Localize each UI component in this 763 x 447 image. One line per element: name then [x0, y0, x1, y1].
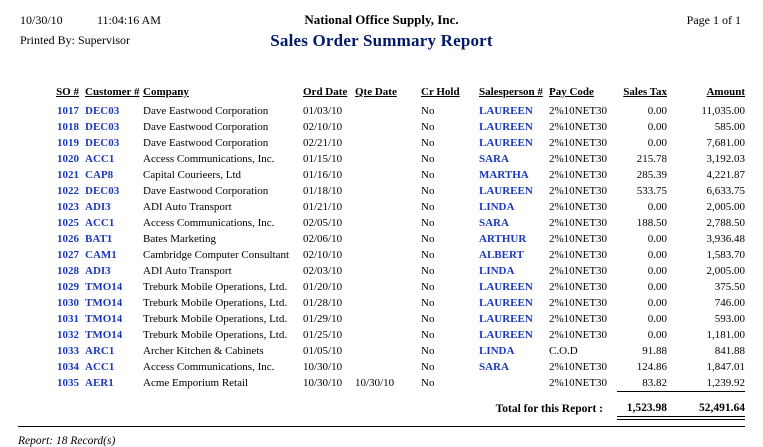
cell-customer: TMO14 — [85, 297, 123, 309]
column-header-so: SO # — [56, 86, 79, 98]
cell-sales-tax: 0.00 — [647, 297, 667, 309]
table-row — [45, 103, 745, 119]
cell-amount: 6,633.75 — [706, 185, 745, 197]
cell-customer: AER1 — [85, 377, 114, 390]
cell-amount: 2,005.00 — [706, 265, 745, 277]
cell-amount: 1,583.70 — [706, 249, 745, 261]
cell-sales-tax: 215.78 — [636, 153, 667, 165]
cell-qte-date — [355, 231, 421, 247]
cell-salesperson: LAUREEN — [479, 121, 533, 133]
cell-customer: ACC1 — [85, 217, 115, 229]
cell-company: ADI Auto Transport — [143, 201, 232, 213]
cell-salesperson — [479, 375, 549, 392]
cell-so: 1017 — [57, 105, 79, 117]
cell-ord-date: 02/03/10 — [303, 265, 343, 277]
cell-cr-hold: No — [421, 121, 435, 133]
cell-ord-date: 02/10/10 — [303, 121, 343, 133]
cell-so: 1027 — [57, 249, 79, 261]
cell-customer: CAP8 — [85, 169, 114, 181]
cell-sales-tax: 285.39 — [636, 169, 667, 181]
table-row — [45, 343, 745, 359]
cell-salesperson: MARTHA — [479, 169, 529, 181]
cell-ord-date: 10/30/10 — [303, 377, 343, 390]
total-amount: 52,491.64 — [667, 392, 745, 419]
report-totals — [45, 392, 745, 419]
cell-so: 1032 — [57, 329, 79, 341]
cell-salesperson: LAUREEN — [479, 185, 533, 197]
cell-company: ADI Auto Transport — [143, 265, 232, 277]
cell-sales-tax: 0.00 — [647, 249, 667, 261]
cell-cr-hold: No — [421, 201, 435, 213]
cell-so: 1023 — [57, 201, 79, 213]
cell-so: 1026 — [57, 233, 79, 245]
cell-cr-hold: No — [421, 169, 435, 181]
cell-pay-code: 2%10NET30 — [549, 185, 608, 197]
cell-amount: 2,005.00 — [706, 201, 745, 213]
cell-amount: 3,936.48 — [706, 233, 745, 245]
cell-cr-hold: No — [421, 281, 435, 293]
cell-salesperson: SARA — [479, 361, 509, 373]
cell-qte-date — [355, 167, 421, 183]
cell-qte-date — [355, 327, 421, 343]
cell-salesperson: LAUREEN — [479, 281, 533, 293]
table-row — [45, 215, 745, 231]
cell-amount: 3,192.03 — [706, 153, 745, 165]
cell-company: Capital Courieers, Ltd — [143, 169, 242, 181]
cell-qte-date — [355, 343, 421, 359]
table-row — [45, 327, 745, 343]
cell-salesperson: ARTHUR — [479, 233, 527, 245]
cell-pay-code: 2%10NET30 — [549, 297, 608, 309]
cell-so: 1030 — [57, 297, 79, 309]
cell-company: Treburk Mobile Operations, Ltd. — [143, 329, 288, 341]
cell-pay-code: 2%10NET30 — [549, 105, 608, 117]
table-row — [45, 359, 745, 375]
table-row — [45, 247, 745, 263]
column-header-ord-date: Ord Date — [303, 86, 348, 98]
cell-amount: 1,847.01 — [706, 361, 745, 373]
totals-label: Total for this Report : — [495, 402, 603, 415]
table-row — [45, 151, 745, 167]
table-row — [45, 279, 745, 295]
cell-sales-tax: 0.00 — [647, 313, 667, 325]
company-name: National Office Supply, Inc. — [304, 12, 459, 27]
cell-pay-code: 2%10NET30 — [549, 217, 608, 229]
cell-pay-code: 2%10NET30 — [549, 153, 608, 165]
cell-ord-date: 02/05/10 — [303, 217, 343, 229]
cell-salesperson: LAUREEN — [479, 329, 533, 341]
cell-so: 1035 — [57, 377, 79, 390]
cell-cr-hold: No — [421, 313, 435, 325]
cell-customer: ADI3 — [85, 201, 111, 213]
cell-company: Dave Eastwood Corporation — [143, 121, 269, 133]
table-row — [45, 199, 745, 215]
cell-amount: 1,239.92 — [706, 377, 745, 389]
column-header-customer: Customer # — [85, 86, 140, 98]
total-sales-tax: 1,523.98 — [617, 392, 667, 419]
cell-ord-date: 01/05/10 — [303, 345, 343, 357]
column-header-pay-code: Pay Code — [549, 86, 594, 98]
column-header-qte-date: Qte Date — [355, 86, 397, 98]
cell-qte-date — [355, 311, 421, 327]
report-title: Sales Order Summary Report — [270, 31, 493, 50]
cell-cr-hold: No — [421, 137, 435, 149]
cell-qte-date — [355, 151, 421, 167]
cell-pay-code: 2%10NET30 — [549, 249, 608, 261]
cell-sales-tax: 0.00 — [647, 265, 667, 277]
table-header — [45, 86, 745, 103]
cell-salesperson: SARA — [479, 153, 509, 165]
cell-amount: 593.00 — [714, 313, 745, 325]
cell-cr-hold: No — [421, 249, 435, 261]
cell-amount: 4,221.87 — [706, 169, 745, 181]
column-header-company: Company — [143, 86, 189, 98]
cell-amount: 375.50 — [714, 281, 745, 293]
cell-sales-tax: 91.88 — [642, 345, 667, 357]
table-row — [45, 167, 745, 183]
cell-ord-date: 01/03/10 — [303, 105, 343, 117]
cell-sales-tax: 533.75 — [636, 185, 667, 197]
cell-company: Access Communications, Inc. — [143, 361, 275, 373]
cell-sales-tax: 188.50 — [636, 217, 667, 229]
cell-pay-code: 2%10NET30 — [549, 233, 608, 245]
cell-company: Acme Emporium Retail — [143, 377, 249, 390]
cell-ord-date: 01/28/10 — [303, 297, 343, 309]
cell-sales-tax: 0.00 — [647, 137, 667, 149]
cell-qte-date — [355, 295, 421, 311]
cell-cr-hold: No — [421, 233, 435, 245]
cell-company: Dave Eastwood Corporation — [143, 105, 269, 117]
cell-qte-date — [355, 103, 421, 119]
cell-customer: ACC1 — [85, 153, 115, 165]
cell-pay-code: 2%10NET30 — [549, 265, 608, 277]
cell-sales-tax: 83.82 — [642, 377, 667, 389]
cell-cr-hold: No — [421, 297, 435, 309]
cell-sales-tax: 0.00 — [647, 105, 667, 117]
cell-amount: 585.00 — [714, 121, 745, 133]
cell-pay-code: 2%10NET30 — [549, 329, 608, 341]
cell-customer: DEC03 — [85, 137, 120, 149]
sales-order-table — [45, 86, 745, 420]
cell-customer: TMO14 — [85, 313, 123, 325]
cell-ord-date: 01/20/10 — [303, 281, 343, 293]
cell-amount: 746.00 — [714, 297, 745, 309]
cell-customer: TMO14 — [85, 281, 123, 293]
cell-company: Treburk Mobile Operations, Ltd. — [143, 281, 288, 293]
cell-amount: 841.88 — [714, 345, 745, 357]
column-header-salesperson: Salesperson # — [479, 86, 543, 98]
cell-salesperson: ALBERT — [479, 249, 524, 261]
cell-amount: 2,788.50 — [706, 217, 745, 229]
print-date: 10/30/10 — [20, 13, 63, 27]
cell-company: Treburk Mobile Operations, Ltd. — [143, 313, 288, 325]
cell-company: Cambridge Computer Consultant — [143, 249, 290, 261]
cell-sales-tax: 0.00 — [647, 233, 667, 245]
column-header-cr-hold: Cr Hold — [421, 86, 460, 98]
print-time: 11:04:16 AM — [97, 13, 161, 27]
record-count: Report: 18 Record(s) — [18, 435, 116, 447]
cell-cr-hold: No — [421, 217, 435, 229]
cell-so: 1034 — [57, 361, 79, 373]
cell-qte-date — [355, 135, 421, 151]
cell-company: Access Communications, Inc. — [143, 217, 275, 229]
cell-pay-code: 2%10NET30 — [549, 377, 608, 390]
cell-customer: ACC1 — [85, 361, 115, 373]
cell-qte-date — [355, 119, 421, 135]
cell-so: 1021 — [57, 169, 79, 181]
cell-ord-date: 02/06/10 — [303, 233, 343, 245]
cell-ord-date: 02/21/10 — [303, 137, 343, 149]
cell-so: 1033 — [57, 345, 79, 357]
cell-cr-hold: No — [421, 185, 435, 197]
cell-qte-date — [355, 359, 421, 375]
cell-so: 1022 — [57, 185, 79, 197]
page-footer — [18, 426, 745, 447]
cell-company: Archer Kitchen & Cabinets — [143, 345, 264, 357]
cell-company: Access Communications, Inc. — [143, 153, 275, 165]
cell-qte-date — [355, 263, 421, 279]
cell-cr-hold: No — [421, 345, 435, 357]
table-row — [45, 135, 745, 151]
cell-company: Dave Eastwood Corporation — [143, 137, 269, 149]
cell-sales-tax: 124.86 — [636, 361, 667, 373]
cell-salesperson: SARA — [479, 217, 509, 229]
cell-qte-date — [355, 247, 421, 263]
cell-qte-date — [355, 279, 421, 295]
cell-so: 1028 — [57, 265, 79, 277]
cell-so: 1018 — [57, 121, 79, 133]
table-row — [45, 119, 745, 135]
cell-customer: DEC03 — [85, 121, 120, 133]
cell-salesperson: LAUREEN — [479, 297, 533, 309]
cell-customer: TMO14 — [85, 329, 123, 341]
cell-amount: 1,181.00 — [706, 329, 745, 341]
cell-customer: ADI3 — [85, 265, 111, 277]
cell-salesperson: LINDA — [479, 201, 515, 213]
page-number: Page 1 of 1 — [686, 13, 741, 27]
totals-row — [45, 392, 745, 419]
cell-pay-code: 2%10NET30 — [549, 121, 608, 133]
table-row — [45, 295, 745, 311]
cell-cr-hold: No — [421, 329, 435, 341]
cell-pay-code: 2%10NET30 — [549, 137, 608, 149]
cell-salesperson: LAUREEN — [479, 137, 533, 149]
report-body — [45, 103, 745, 392]
cell-ord-date: 01/25/10 — [303, 329, 343, 341]
cell-company: Dave Eastwood Corporation — [143, 185, 269, 197]
cell-sales-tax: 0.00 — [647, 281, 667, 293]
column-header-sales-tax: Sales Tax — [623, 86, 667, 98]
cell-sales-tax: 0.00 — [647, 329, 667, 341]
cell-cr-hold: No — [421, 361, 435, 373]
printed-by: Printed By: Supervisor — [20, 33, 130, 47]
cell-customer: ARC1 — [85, 345, 115, 357]
cell-pay-code: C.O.D — [549, 345, 578, 357]
cell-company: Bates Marketing — [143, 233, 217, 245]
report-header — [0, 0, 763, 86]
table-row — [45, 183, 745, 199]
table-row — [45, 263, 745, 279]
cell-ord-date: 01/29/10 — [303, 313, 343, 325]
cell-cr-hold: No — [421, 105, 435, 117]
cell-customer: DEC03 — [85, 185, 120, 197]
cell-qte-date: 10/30/10 — [355, 377, 395, 390]
cell-customer: DEC03 — [85, 105, 120, 117]
cell-cr-hold: No — [421, 153, 435, 165]
cell-qte-date — [355, 183, 421, 199]
cell-so: 1019 — [57, 137, 79, 149]
cell-customer: CAM1 — [85, 249, 117, 261]
cell-ord-date: 10/30/10 — [303, 361, 343, 373]
cell-ord-date: 01/21/10 — [303, 201, 343, 213]
cell-pay-code: 2%10NET30 — [549, 361, 608, 373]
cell-sales-tax: 0.00 — [647, 201, 667, 213]
cell-qte-date — [355, 215, 421, 231]
cell-ord-date: 01/18/10 — [303, 185, 343, 197]
table-row — [45, 375, 745, 392]
table-row — [45, 311, 745, 327]
column-header-amount: Amount — [706, 86, 745, 98]
cell-so: 1029 — [57, 281, 79, 293]
cell-amount: 11,035.00 — [701, 105, 745, 117]
cell-company: Treburk Mobile Operations, Ltd. — [143, 297, 288, 309]
cell-customer: BAT1 — [85, 233, 113, 245]
cell-salesperson: LINDA — [479, 265, 515, 277]
cell-ord-date: 02/10/10 — [303, 249, 343, 261]
cell-cr-hold: No — [421, 265, 435, 277]
cell-salesperson: LAUREEN — [479, 105, 533, 117]
cell-cr-hold: No — [421, 377, 435, 390]
cell-salesperson: LAUREEN — [479, 313, 533, 325]
cell-pay-code: 2%10NET30 — [549, 281, 608, 293]
cell-amount: 7,681.00 — [706, 137, 745, 149]
cell-so: 1031 — [57, 313, 79, 325]
cell-ord-date: 01/15/10 — [303, 153, 343, 165]
cell-pay-code: 2%10NET30 — [549, 313, 608, 325]
cell-pay-code: 2%10NET30 — [549, 201, 608, 213]
cell-sales-tax: 0.00 — [647, 121, 667, 133]
cell-pay-code: 2%10NET30 — [549, 169, 608, 181]
cell-qte-date — [355, 199, 421, 215]
cell-ord-date: 01/16/10 — [303, 169, 343, 181]
table-row — [45, 231, 745, 247]
cell-so: 1020 — [57, 153, 79, 165]
cell-so: 1025 — [57, 217, 79, 229]
cell-salesperson: LINDA — [479, 345, 515, 357]
